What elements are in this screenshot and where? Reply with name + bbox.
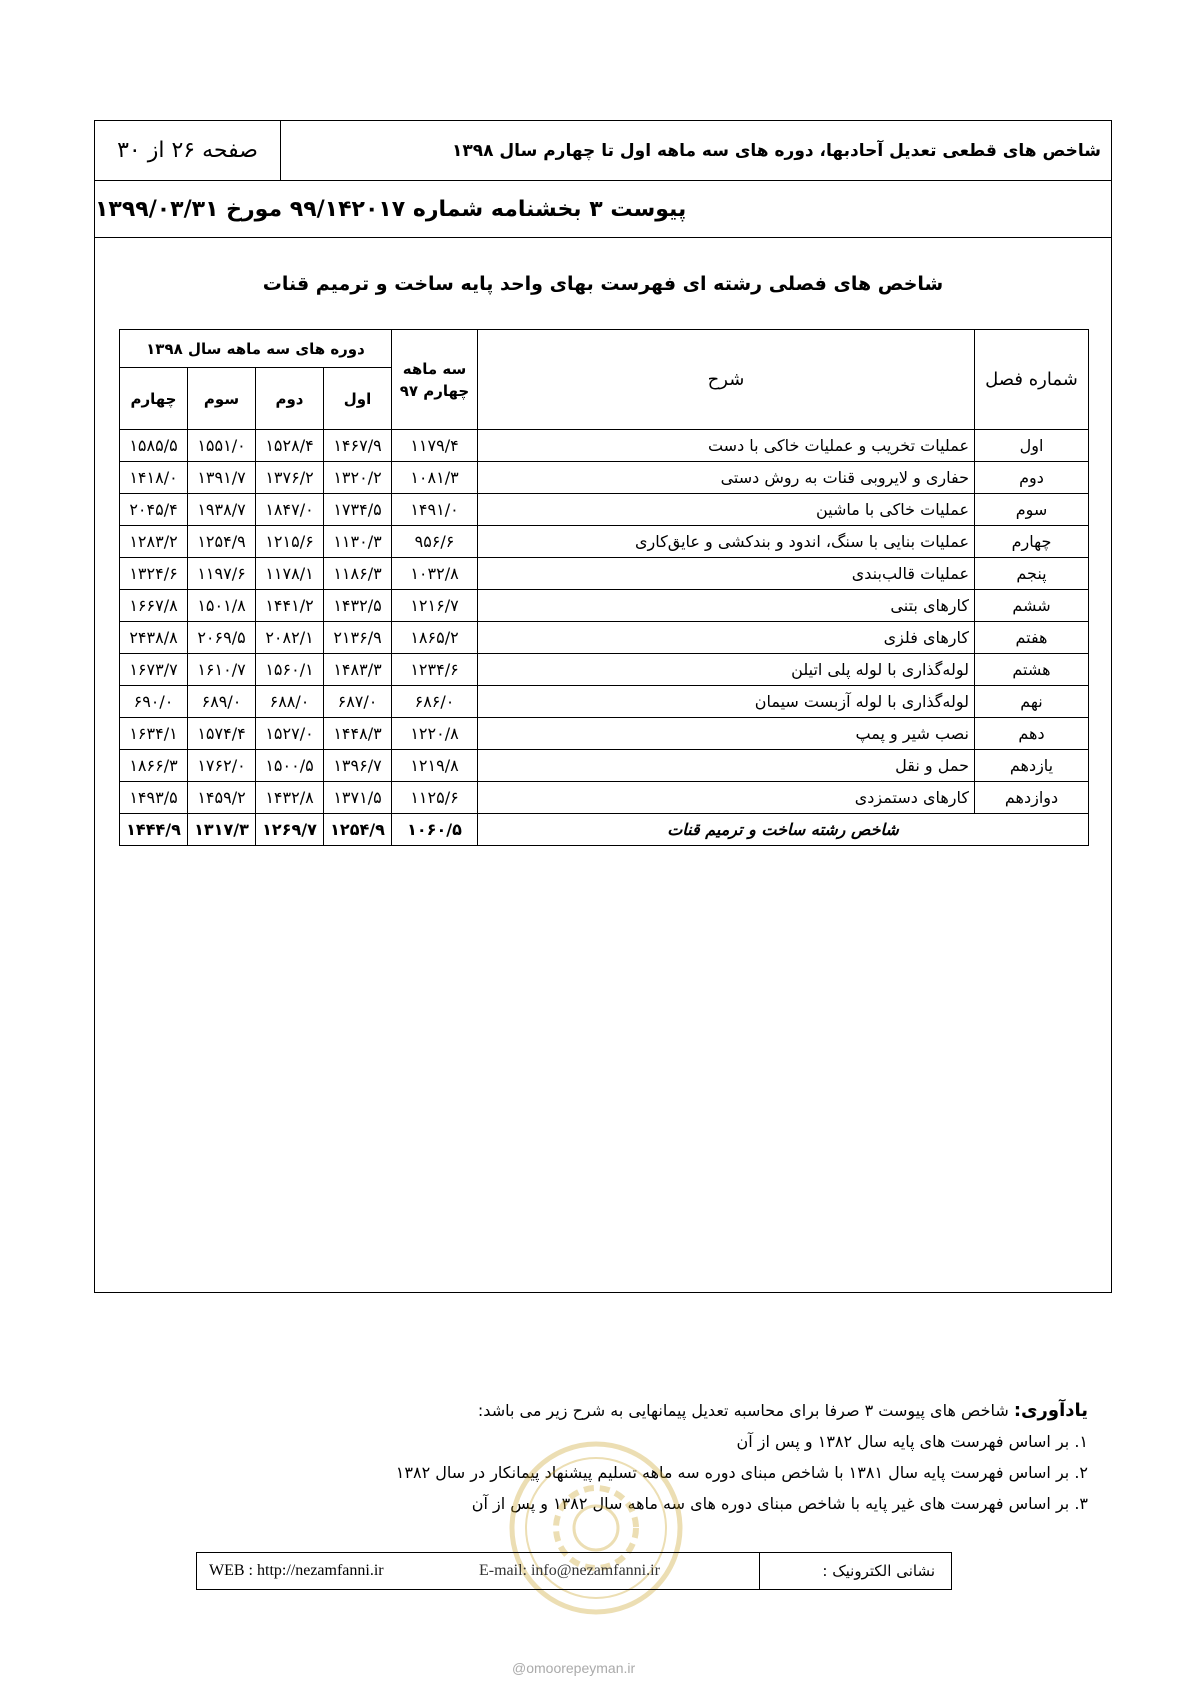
table-row: [120, 494, 1089, 526]
q1-cell: ۱۷۳۴/۵: [324, 494, 392, 526]
chapter-cell: یازدهم: [975, 750, 1089, 782]
table-row: [120, 590, 1089, 622]
total-q2-cell: ۱۲۶۹/۷: [256, 814, 324, 846]
q3-cell: ۱۹۳۸/۷: [188, 494, 256, 526]
q2-cell: ۶۸۸/۰: [256, 686, 324, 718]
q3-cell: ۱۲۵۴/۹: [188, 526, 256, 558]
note-item: ۱. بر اساس فهرست های پایه سال ۱۳۸۲ و پس از آن: [736, 1432, 1088, 1451]
notes-intro: [88, 1395, 1088, 1426]
table-row: [120, 558, 1089, 590]
col-header-base-line1: سه ماهه: [402, 359, 467, 378]
q4-cell: ۲۴۳۸/۸: [120, 622, 188, 654]
col-header-chapter: شماره فصل: [975, 330, 1089, 430]
chapter-cell: دوم: [975, 462, 1089, 494]
chapter-cell: چهارم: [975, 526, 1089, 558]
q2-cell: ۱۴۴۱/۲: [256, 590, 324, 622]
q3-cell: ۱۷۶۲/۰: [188, 750, 256, 782]
q3-cell: ۱۵۰۱/۸: [188, 590, 256, 622]
chapter-cell: سوم: [975, 494, 1089, 526]
q4-cell: ۶۹۰/۰: [120, 686, 188, 718]
description-cell: کارهای دستمزدی: [478, 782, 975, 814]
description-cell: لوله‌گذاری با لوله پلی اتیلن: [478, 654, 975, 686]
document-title: شاخص های قطعی تعدیل آحادبها، دوره های سه ماهه اول تا چهارم سال ۱۳۹۸: [452, 140, 1101, 161]
note-item: ۲. بر اساس فهرست پایه سال ۱۳۸۱ با شاخص مبنای دوره سه ماهه تسلیم پیشنهاد پیمانکار در سال ۱۳۸۲: [395, 1463, 1088, 1482]
q3-cell: ۱۴۵۹/۲: [188, 782, 256, 814]
description-cell: کارهای بتنی: [478, 590, 975, 622]
base-cell: ۱۲۲۰/۸: [392, 718, 478, 750]
chapter-cell: ششم: [975, 590, 1089, 622]
table-row: [120, 526, 1089, 558]
q4-cell: ۱۸۶۶/۳: [120, 750, 188, 782]
q4-cell: ۲۰۴۵/۴: [120, 494, 188, 526]
q2-cell: ۱۱۷۸/۱: [256, 558, 324, 590]
q3-cell: ۲۰۶۹/۵: [188, 622, 256, 654]
chapter-cell: دهم: [975, 718, 1089, 750]
base-cell: ۱۱۷۹/۴: [392, 430, 478, 462]
base-cell: ۱۸۶۵/۲: [392, 622, 478, 654]
q4-cell: ۱۲۸۳/۲: [120, 526, 188, 558]
chapter-cell: هفتم: [975, 622, 1089, 654]
description-cell: لوله‌گذاری با لوله آزبست سیمان: [478, 686, 975, 718]
description-cell: حمل و نقل: [478, 750, 975, 782]
col-header-q3: سوم: [188, 368, 256, 430]
q2-cell: ۱۸۴۷/۰: [256, 494, 324, 526]
notes-lead: یادآوری:: [1013, 1400, 1088, 1421]
table-row: [120, 686, 1089, 718]
q2-cell: ۱۵۲۷/۰: [256, 718, 324, 750]
q4-cell: ۱۵۸۵/۵: [120, 430, 188, 462]
q1-cell: ۱۴۸۳/۳: [324, 654, 392, 686]
q2-cell: ۱۴۳۲/۸: [256, 782, 324, 814]
col-header-q2: دوم: [256, 368, 324, 430]
chapter-cell: دوازدهم: [975, 782, 1089, 814]
circular-reference: پیوست ۳ بخشنامه شماره ۹۹/۱۴۲۰۱۷ مورخ ۱۳۹۹/۰۳/۳۱: [95, 181, 1111, 238]
document-frame: [94, 120, 1112, 1293]
q2-cell: ۱۳۷۶/۲: [256, 462, 324, 494]
base-cell: ۱۲۳۴/۶: [392, 654, 478, 686]
col-header-q4: چهارم: [120, 368, 188, 430]
contact-web[interactable]: WEB : http://nezamfanni.ir: [209, 1562, 384, 1579]
q1-cell: ۱۴۴۸/۳: [324, 718, 392, 750]
description-cell: عملیات بنایی با سنگ، اندود و بندکشی و عایق‌کاری: [478, 526, 975, 558]
q3-cell: ۱۱۹۷/۶: [188, 558, 256, 590]
chapter-cell: نهم: [975, 686, 1089, 718]
q4-cell: ۱۴۹۳/۵: [120, 782, 188, 814]
q4-cell: ۱۶۳۴/۱: [120, 718, 188, 750]
table-row: [120, 462, 1089, 494]
q1-cell: ۱۴۳۲/۵: [324, 590, 392, 622]
notes-intro-text: شاخص های پیوست ۳ صرفا برای محاسبه تعدیل پیمانهایی به شرح زیر می باشد:: [477, 1401, 1014, 1420]
description-cell: عملیات خاکی با ماشین: [478, 494, 975, 526]
table-row: [120, 622, 1089, 654]
table-row: [120, 782, 1089, 814]
description-cell: حفاری و لایروبی قنات به روش دستی: [478, 462, 975, 494]
description-cell: عملیات قالب‌بندی: [478, 558, 975, 590]
q2-cell: ۱۵۶۰/۱: [256, 654, 324, 686]
description-cell: عملیات تخریب و عملیات خاکی با دست: [478, 430, 975, 462]
table-row: [120, 718, 1089, 750]
q1-cell: ۱۳۲۰/۲: [324, 462, 392, 494]
q3-cell: ۱۳۹۱/۷: [188, 462, 256, 494]
total-row: [120, 814, 1089, 846]
q2-cell: ۲۰۸۲/۱: [256, 622, 324, 654]
index-table: [119, 329, 1089, 846]
table-row: [120, 750, 1089, 782]
total-q4-cell: ۱۴۴۴/۹: [120, 814, 188, 846]
note-item: ۳. بر اساس فهرست های غیر پایه با شاخص مبنای دوره های سه ماهه سال ۱۳۸۲ و پس از آن: [471, 1494, 1088, 1513]
contact-label: نشانی الکترونیک :: [759, 1553, 951, 1589]
q1-cell: ۶۸۷/۰: [324, 686, 392, 718]
q1-cell: ۱۳۹۶/۷: [324, 750, 392, 782]
q1-cell: ۱۴۶۷/۹: [324, 430, 392, 462]
q3-cell: ۱۵۵۱/۰: [188, 430, 256, 462]
description-cell: نصب شیر و پمپ: [478, 718, 975, 750]
col-header-base: [392, 330, 478, 430]
q2-cell: ۱۵۲۸/۴: [256, 430, 324, 462]
header-row: [95, 121, 1111, 181]
contact-email[interactable]: E-mail: info@nezamfanni.ir: [479, 1562, 660, 1579]
q4-cell: ۱۶۶۷/۸: [120, 590, 188, 622]
description-cell: کارهای فلزی: [478, 622, 975, 654]
total-base-cell: ۱۰۶۰/۵: [392, 814, 478, 846]
q1-cell: ۱۱۸۶/۳: [324, 558, 392, 590]
col-header-periods: دوره های سه ماهه سال ۱۳۹۸: [120, 330, 392, 368]
q1-cell: ۲۱۳۶/۹: [324, 622, 392, 654]
base-cell: ۶۸۶/۰: [392, 686, 478, 718]
chapter-cell: پنجم: [975, 558, 1089, 590]
section-title: شاخص های فصلی رشته ای فهرست بهای واحد پایه ساخت و ترمیم قنات: [262, 273, 944, 295]
base-cell: ۹۵۶/۶: [392, 526, 478, 558]
watermark-text: @omoorepeyman.ir: [512, 1660, 636, 1676]
page-number: صفحه ۲۶ از ۳۰: [95, 121, 281, 180]
base-cell: ۱۴۹۱/۰: [392, 494, 478, 526]
q3-cell: ۱۶۱۰/۷: [188, 654, 256, 686]
q4-cell: ۱۶۷۳/۷: [120, 654, 188, 686]
base-cell: ۱۲۱۹/۸: [392, 750, 478, 782]
base-cell: ۱۰۸۱/۳: [392, 462, 478, 494]
total-q3-cell: ۱۳۱۷/۳: [188, 814, 256, 846]
base-cell: ۱۰۳۲/۸: [392, 558, 478, 590]
q3-cell: ۶۸۹/۰: [188, 686, 256, 718]
q4-cell: ۱۳۲۴/۶: [120, 558, 188, 590]
col-header-base-line2: چهارم ۹۷: [399, 381, 470, 400]
col-header-description: شرح: [478, 330, 975, 430]
q2-cell: ۱۵۰۰/۵: [256, 750, 324, 782]
q3-cell: ۱۵۷۴/۴: [188, 718, 256, 750]
table-row: [120, 430, 1089, 462]
chapter-cell: هشتم: [975, 654, 1089, 686]
q1-cell: ۱۳۷۱/۵: [324, 782, 392, 814]
q4-cell: ۱۴۱۸/۰: [120, 462, 188, 494]
total-q1-cell: ۱۲۵۴/۹: [324, 814, 392, 846]
table-row: [120, 654, 1089, 686]
q2-cell: ۱۲۱۵/۶: [256, 526, 324, 558]
base-cell: ۱۲۱۶/۷: [392, 590, 478, 622]
base-cell: ۱۱۲۵/۶: [392, 782, 478, 814]
chapter-cell: اول: [975, 430, 1089, 462]
contact-box: [196, 1552, 952, 1590]
q1-cell: ۱۱۳۰/۳: [324, 526, 392, 558]
col-header-q1: اول: [324, 368, 392, 430]
total-description-cell: شاخص رشته ساخت و ترمیم قنات: [478, 814, 1089, 846]
